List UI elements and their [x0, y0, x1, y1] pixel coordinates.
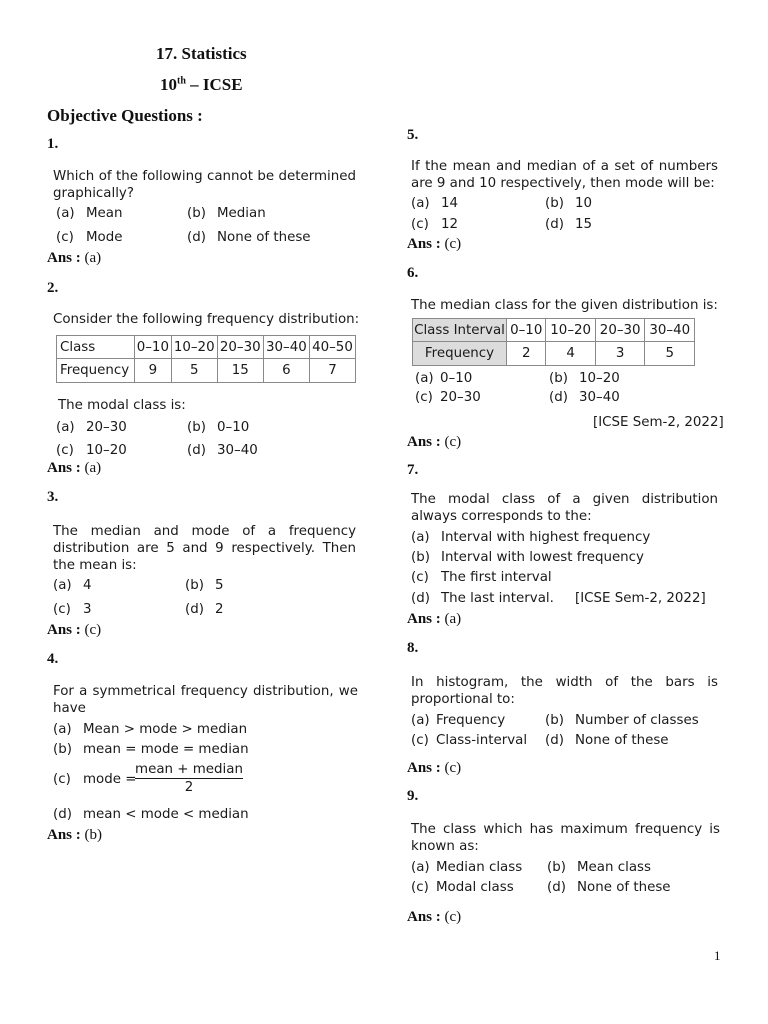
q1-option-c — [56, 229, 122, 246]
option-text: 0–10 — [440, 371, 473, 386]
q3-answer — [47, 622, 101, 639]
page-number: 1 — [714, 948, 721, 963]
option-text: Mean class — [577, 860, 651, 875]
option-label: (c) — [411, 733, 429, 748]
q6-option-a — [415, 370, 472, 387]
table-cell: Frequency — [413, 342, 507, 366]
q3-option-b — [185, 577, 224, 594]
table-cell: Class Interval — [413, 319, 507, 342]
q8-option-c — [411, 732, 527, 749]
option-text: 3 — [83, 602, 92, 617]
table-row — [413, 319, 695, 342]
option-text: Interval with lowest frequency — [441, 550, 644, 565]
q5-option-c — [411, 216, 458, 233]
table-cell: 0–10 — [135, 336, 172, 359]
option-text: Frequency — [436, 713, 506, 728]
table-cell: 30–40 — [263, 336, 309, 359]
table-cell: 9 — [135, 359, 172, 383]
q1-text: Which of the following cannot be determined graphically? — [53, 169, 356, 201]
answer-label: Ans : — [407, 760, 441, 776]
option-text: Median class — [436, 860, 523, 875]
q5-option-a — [411, 195, 458, 212]
option-label: (c) — [56, 443, 74, 458]
table-cell: 20–30 — [217, 336, 263, 359]
option-label: (a) — [53, 578, 72, 593]
answer-label: Ans : — [47, 622, 81, 638]
option-text: 15 — [575, 217, 593, 232]
q3-option-d — [185, 601, 224, 618]
q2-option-d — [187, 442, 258, 459]
table-cell: 3 — [595, 342, 645, 366]
q6-number: 6. — [407, 265, 419, 281]
option-text: 10–20 — [86, 443, 127, 458]
table-cell: 2 — [507, 342, 546, 366]
answer-label: Ans : — [47, 460, 81, 476]
q8-text: In histogram, the width of the bars is proportional to: — [411, 675, 718, 707]
fraction-bar — [135, 778, 243, 779]
q2-text: Consider the following frequency distribution: — [53, 312, 360, 327]
option-label: (d) — [411, 591, 430, 606]
option-label: (d) — [187, 443, 206, 458]
q4-option-b — [53, 741, 249, 758]
option-label: (c) — [411, 570, 429, 585]
q1-number: 1. — [47, 136, 59, 152]
table-row — [57, 336, 356, 359]
answer-value: (a) — [84, 250, 102, 266]
option-label: (d) — [187, 230, 206, 245]
option-text: Class-interval — [436, 733, 528, 748]
q4-text: For a symmetrical frequency distribution, we have — [53, 684, 358, 716]
table-row — [413, 342, 695, 366]
q4-option-d — [53, 806, 249, 823]
q2-option-c — [56, 442, 127, 459]
table-cell: Class — [57, 336, 135, 359]
table-cell: 15 — [217, 359, 263, 383]
table-cell: 6 — [263, 359, 309, 383]
q5-answer — [407, 236, 461, 253]
option-text: 12 — [441, 217, 459, 232]
option-label: (c) — [53, 602, 71, 617]
q3-option-c — [53, 601, 92, 618]
option-text: 14 — [441, 196, 459, 211]
q3-text: The median and mode of a frequency distribution are 5 and 9 respectively. Then the mean is: — [53, 524, 356, 573]
q1-option-d — [187, 229, 311, 246]
option-label: (a) — [56, 420, 75, 435]
option-label: (a) — [415, 371, 434, 386]
q5-option-d — [545, 216, 592, 233]
option-text: 2 — [215, 602, 224, 617]
option-text: 20–30 — [86, 420, 127, 435]
table-cell: 10–20 — [546, 319, 596, 342]
q6-answer — [407, 434, 461, 451]
table-cell: 30–40 — [645, 319, 695, 342]
q6-option-b — [549, 370, 620, 387]
answer-label: Ans : — [47, 250, 81, 266]
q2-option-b — [187, 419, 249, 436]
option-text: mode = — [83, 772, 137, 787]
option-label: (d) — [545, 733, 564, 748]
fraction-denominator: 2 — [184, 780, 194, 795]
answer-value: (c) — [444, 236, 462, 252]
table-cell: 0–10 — [507, 319, 546, 342]
q1-option-a — [56, 205, 122, 222]
q2-subtext: The modal class is: — [58, 398, 186, 413]
option-text: 30–40 — [217, 443, 258, 458]
q3-number: 3. — [47, 489, 59, 505]
answer-value: (b) — [84, 827, 103, 843]
table-cell: 4 — [546, 342, 596, 366]
option-label: (a) — [411, 860, 430, 875]
option-text: mean < mode < median — [83, 807, 249, 822]
option-text: 30–40 — [579, 390, 620, 405]
option-text: Mean — [86, 206, 123, 221]
q9-option-c — [411, 879, 514, 896]
option-label: (c) — [411, 217, 429, 232]
q4-fraction — [135, 762, 243, 795]
grade-board: – ICSE — [185, 75, 243, 94]
q7-source: [ICSE Sem-2, 2022] — [575, 591, 706, 606]
answer-value: (c) — [444, 434, 462, 450]
table-cell: 7 — [309, 359, 355, 383]
option-text: None of these — [577, 880, 671, 895]
grade-superscript: th — [177, 75, 186, 87]
q4-answer — [47, 827, 102, 844]
answer-value: (a) — [444, 611, 462, 627]
option-label: (d) — [185, 602, 204, 617]
option-text: Median — [217, 206, 266, 221]
option-label: (d) — [53, 807, 72, 822]
q4-option-a — [53, 721, 247, 738]
option-label: (b) — [187, 420, 206, 435]
option-text: The last interval. — [441, 591, 554, 606]
answer-label: Ans : — [407, 909, 441, 925]
option-label: (d) — [547, 880, 566, 895]
option-text: 0–10 — [217, 420, 250, 435]
q7-answer — [407, 611, 461, 628]
q2-answer — [47, 460, 101, 477]
q7-number: 7. — [407, 462, 419, 478]
option-text: Interval with highest frequency — [441, 530, 651, 545]
q2-option-a — [56, 419, 127, 436]
option-text: mean = mode = median — [83, 742, 249, 757]
q8-option-b — [545, 712, 699, 729]
table-cell: 20–30 — [595, 319, 645, 342]
option-text: Mean > mode > median — [83, 722, 248, 737]
option-text: 5 — [215, 578, 224, 593]
q2-frequency-table — [56, 335, 356, 383]
table-cell: 40–50 — [309, 336, 355, 359]
option-label: (a) — [411, 196, 430, 211]
q6-distribution-table — [412, 318, 695, 366]
q5-text: If the mean and median of a set of numbers are 9 and 10 respectively, then mode will be: — [411, 159, 718, 191]
option-text: None of these — [575, 733, 669, 748]
grade-number: 10 — [160, 75, 177, 94]
option-text: None of these — [217, 230, 311, 245]
q1-option-b — [187, 205, 266, 222]
option-text: The first interval — [441, 570, 552, 585]
option-label: (c) — [53, 772, 71, 787]
q6-option-d — [549, 389, 620, 406]
answer-label: Ans : — [47, 827, 81, 843]
answer-value: (c) — [444, 909, 462, 925]
q8-option-a — [411, 712, 505, 729]
q5-number: 5. — [407, 127, 419, 143]
option-label: (d) — [549, 390, 568, 405]
option-label: (c) — [415, 390, 433, 405]
option-label: (c) — [411, 880, 429, 895]
option-text: Mode — [86, 230, 123, 245]
q8-answer — [407, 760, 461, 777]
option-label: (d) — [545, 217, 564, 232]
option-label: (b) — [187, 206, 206, 221]
answer-value: (c) — [84, 622, 102, 638]
option-label: (a) — [411, 713, 430, 728]
q7-option-c — [411, 569, 552, 586]
table-cell: 5 — [171, 359, 217, 383]
q7-option-d — [411, 590, 554, 607]
table-cell: 10–20 — [171, 336, 217, 359]
option-label: (a) — [56, 206, 75, 221]
option-label: (b) — [185, 578, 204, 593]
q6-source: [ICSE Sem-2, 2022] — [593, 415, 724, 430]
section-heading: Objective Questions : — [47, 106, 203, 125]
q2-number: 2. — [47, 280, 59, 296]
q8-option-d — [545, 732, 669, 749]
answer-value: (a) — [84, 460, 102, 476]
option-label: (b) — [545, 713, 564, 728]
doc-title: 17. Statistics — [156, 44, 247, 63]
q9-option-a — [411, 859, 522, 876]
option-text: 4 — [83, 578, 92, 593]
answer-value: (c) — [444, 760, 462, 776]
fraction-numerator: mean + median — [135, 762, 243, 777]
answer-label: Ans : — [407, 434, 441, 450]
q7-option-b — [411, 549, 644, 566]
q1-answer — [47, 250, 101, 267]
option-label: (b) — [549, 371, 568, 386]
option-text: Number of classes — [575, 713, 699, 728]
q5-option-b — [545, 195, 592, 212]
q9-text: The class which has maximum frequency is known as: — [411, 822, 720, 854]
option-text: Modal class — [436, 880, 514, 895]
q4-option-c — [53, 771, 136, 788]
q9-number: 9. — [407, 788, 419, 804]
option-label: (b) — [547, 860, 566, 875]
answer-label: Ans : — [407, 236, 441, 252]
option-label: (a) — [53, 722, 72, 737]
q9-answer — [407, 909, 461, 926]
q6-option-c — [415, 389, 481, 406]
q8-number: 8. — [407, 640, 419, 656]
answer-label: Ans : — [407, 611, 441, 627]
table-cell: 5 — [645, 342, 695, 366]
q7-option-a — [411, 529, 650, 546]
q9-option-b — [547, 859, 651, 876]
option-label: (c) — [56, 230, 74, 245]
option-label: (a) — [411, 530, 430, 545]
q7-text: The modal class of a given distribution always corresponds to the: — [411, 492, 718, 524]
option-text: 20–30 — [440, 390, 481, 405]
option-label: (b) — [545, 196, 564, 211]
q9-option-d — [547, 879, 671, 896]
option-label: (b) — [411, 550, 430, 565]
doc-grade — [160, 75, 243, 95]
option-label: (b) — [53, 742, 72, 757]
q6-text: The median class for the given distribution is: — [411, 298, 718, 313]
table-row — [57, 359, 356, 383]
q3-option-a — [53, 577, 92, 594]
option-text: 10–20 — [579, 371, 620, 386]
q4-number: 4. — [47, 651, 59, 667]
option-text: 10 — [575, 196, 593, 211]
table-cell: Frequency — [57, 359, 135, 383]
